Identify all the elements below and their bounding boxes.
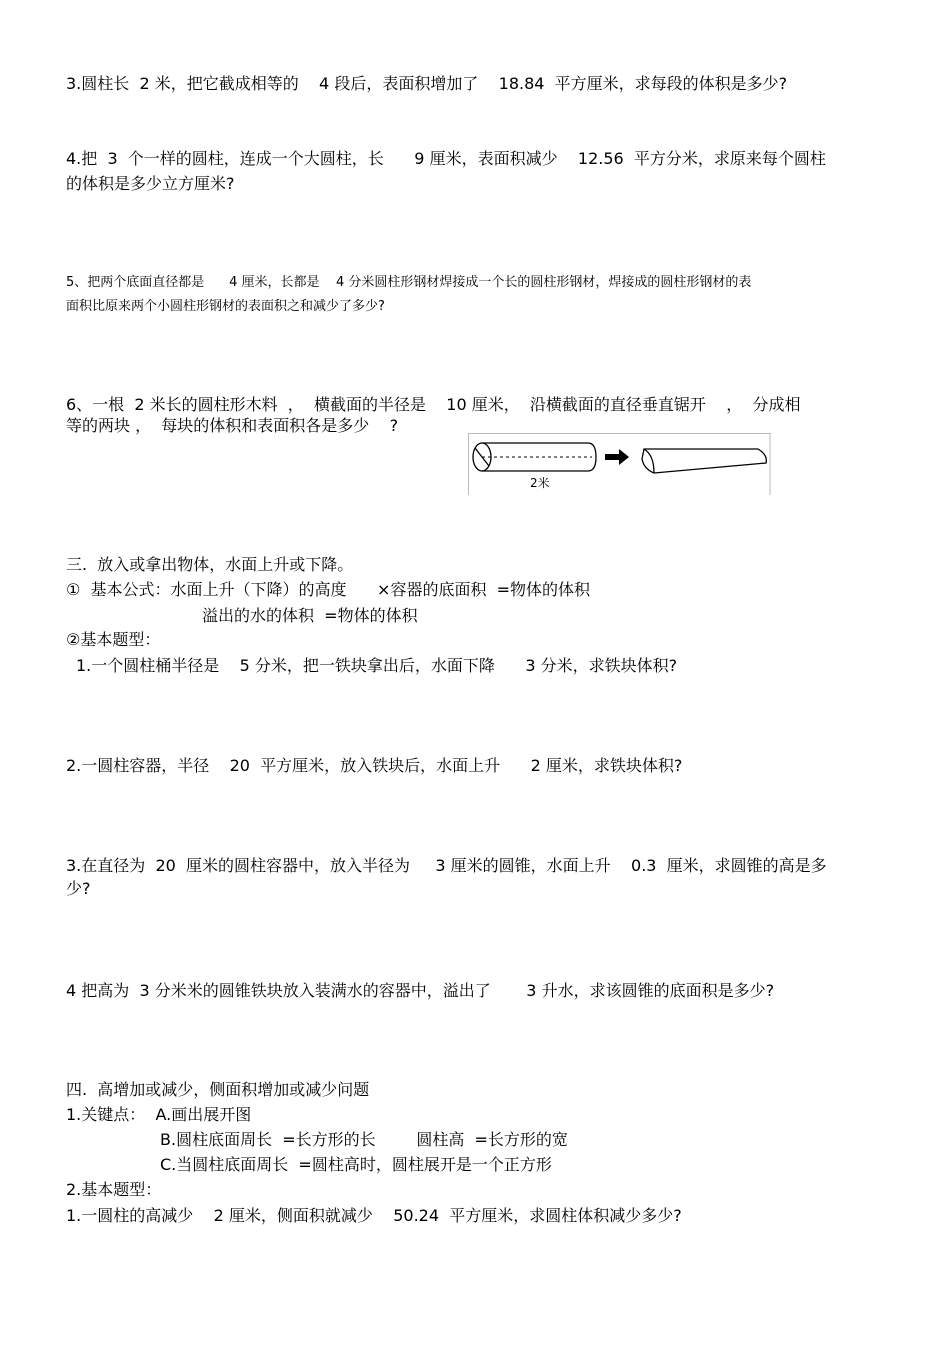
- section-3-question-3-line2: 少?: [66, 879, 91, 898]
- section-4-key-a: 1.关键点： A.画出展开图: [66, 1105, 252, 1124]
- problem-3: 3.圆柱长 2 米，把它截成相等的 4 段后，表面积增加了 18.84 平方厘米，求每段的体积是多少?: [66, 74, 788, 93]
- section-3-formula-1: ① 基本公式：水面上升（下降）的高度 ×容器的底面积 =物体的体积: [66, 580, 591, 599]
- section-4-key-c: C.当圆柱底面周长 =圆柱高时，圆柱展开是一个正方形: [160, 1155, 552, 1174]
- problem-5-line2: 面积比原来两个小圆柱形钢材的表面积之和减少了多少?: [66, 299, 385, 314]
- problem-4-line2: 的体积是多少立方厘米?: [66, 174, 235, 193]
- length-label: 2米: [530, 476, 550, 490]
- section-3-formula-2: 溢出的水的体积 =物体的体积: [202, 606, 418, 625]
- section-3-title: 三. 放入或拿出物体，水面上升或下降。: [66, 555, 354, 574]
- section-4-types-heading: 2.基本题型：: [66, 1180, 162, 1199]
- problem-6-line2: 等的两块 ， 每块的体积和表面积各是多少 ?: [66, 416, 399, 435]
- section-3-question-4: 4 把高为 3 分米米的圆锥铁块放入装满水的容器中，溢出了 3 升水，求该圆锥的底面积是多少?: [66, 981, 775, 1000]
- problem-4-line1: 4.把 3 个一样的圆柱，连成一个大圆柱，长 9 厘米，表面积减少 12.56 平方分米，求原来每个圆柱: [66, 149, 826, 168]
- section-3-types-heading: ②基本题型：: [66, 630, 161, 649]
- problem-6-line1: 6、一根 2 米长的圆柱形木料 ， 横截面的半径是 10 厘米， 沿横截面的直径垂直锯开 ， 分成相: [66, 395, 801, 414]
- section-3-question-1: 1.一个圆柱桶半径是 5 分米，把一铁块拿出后，水面下降 3 分米，求铁块体积?: [76, 656, 678, 675]
- section-3-question-3-line1: 3.在直径为 20 厘米的圆柱容器中，放入半径为 3 厘米的圆锥，水面上升 0.3 厘米，求圆锥的高是多: [66, 856, 827, 875]
- problem-5-line1: 5、把两个底面直径都是 4 厘米，长都是 4 分米圆柱形钢材焊接成一个长的圆柱形钢材，焊接成的圆柱形钢材的表: [66, 275, 752, 290]
- section-3-question-2: 2.一圆柱容器，半径 20 平方厘米，放入铁块后，水面上升 2 厘米，求铁块体积?: [66, 756, 683, 775]
- section-4-question-1: 1.一圆柱的高减少 2 厘米，侧面积就减少 50.24 平方厘米，求圆柱体积减少多少?: [66, 1206, 682, 1225]
- section-4-key-b: B.圆柱底面周长 =长方形的长 圆柱高 =长方形的宽: [160, 1130, 568, 1149]
- section-4-title: 四. 高增加或减少，侧面积增加或减少问题: [66, 1080, 370, 1099]
- cylinder-cut-figure: [468, 433, 771, 495]
